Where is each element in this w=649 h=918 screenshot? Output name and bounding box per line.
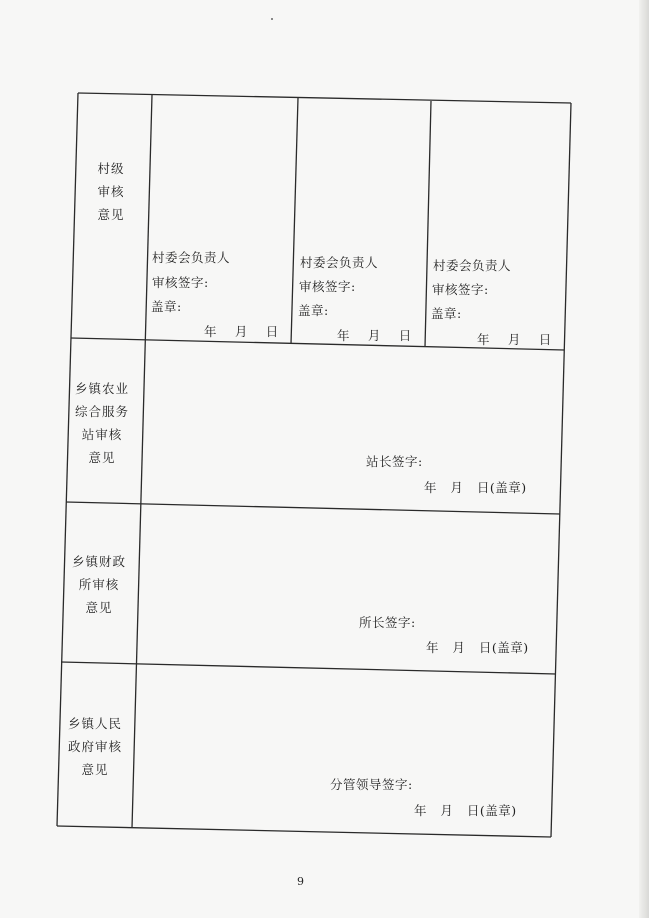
- table-bottom-border: [57, 826, 551, 837]
- village-col1-signature[interactable]: 审核签字:: [152, 275, 209, 290]
- village-column-separator-1: [291, 98, 298, 344]
- village-col1-date[interactable]: 年 月 日: [204, 324, 279, 339]
- village-col2-signature[interactable]: 审核签字:: [299, 279, 356, 294]
- village-col1-responsible: 村委会负责人: [152, 250, 231, 265]
- row-separator-3: [61, 662, 556, 674]
- finance-date[interactable]: 年 月 日(盖章): [426, 640, 529, 655]
- table-right-border: [551, 103, 571, 837]
- agri-service-review-label: 乡镇农业 综合服务 站审核 意见: [74, 381, 129, 465]
- government-review-label: 乡镇人民 政府审核 意见: [67, 716, 122, 777]
- page-number: 9: [297, 875, 304, 888]
- finance-signature[interactable]: 所长签字:: [359, 615, 416, 630]
- agri-service-date[interactable]: 年 月 日(盖章): [424, 480, 527, 495]
- village-col2-date[interactable]: 年 月 日: [337, 328, 412, 343]
- government-signature[interactable]: 分管领导签字:: [330, 777, 413, 792]
- village-col3-responsible: 村委会负责人: [433, 258, 512, 273]
- village-col1-seal[interactable]: 盖章:: [151, 299, 182, 314]
- government-date[interactable]: 年 月 日(盖章): [414, 803, 517, 818]
- village-col3-seal[interactable]: 盖章:: [431, 306, 462, 321]
- village-col2-responsible: 村委会负责人: [300, 255, 379, 270]
- village-review-label: 村级 审核 意见: [97, 161, 125, 222]
- village-col3-signature[interactable]: 审核签字:: [432, 282, 489, 297]
- finance-review-label: 乡镇财政 所审核 意见: [71, 554, 126, 615]
- village-col3-date[interactable]: 年 月 日: [477, 332, 552, 347]
- village-col2-seal[interactable]: 盖章:: [298, 303, 329, 318]
- agri-service-signature[interactable]: 站长签字:: [366, 454, 423, 469]
